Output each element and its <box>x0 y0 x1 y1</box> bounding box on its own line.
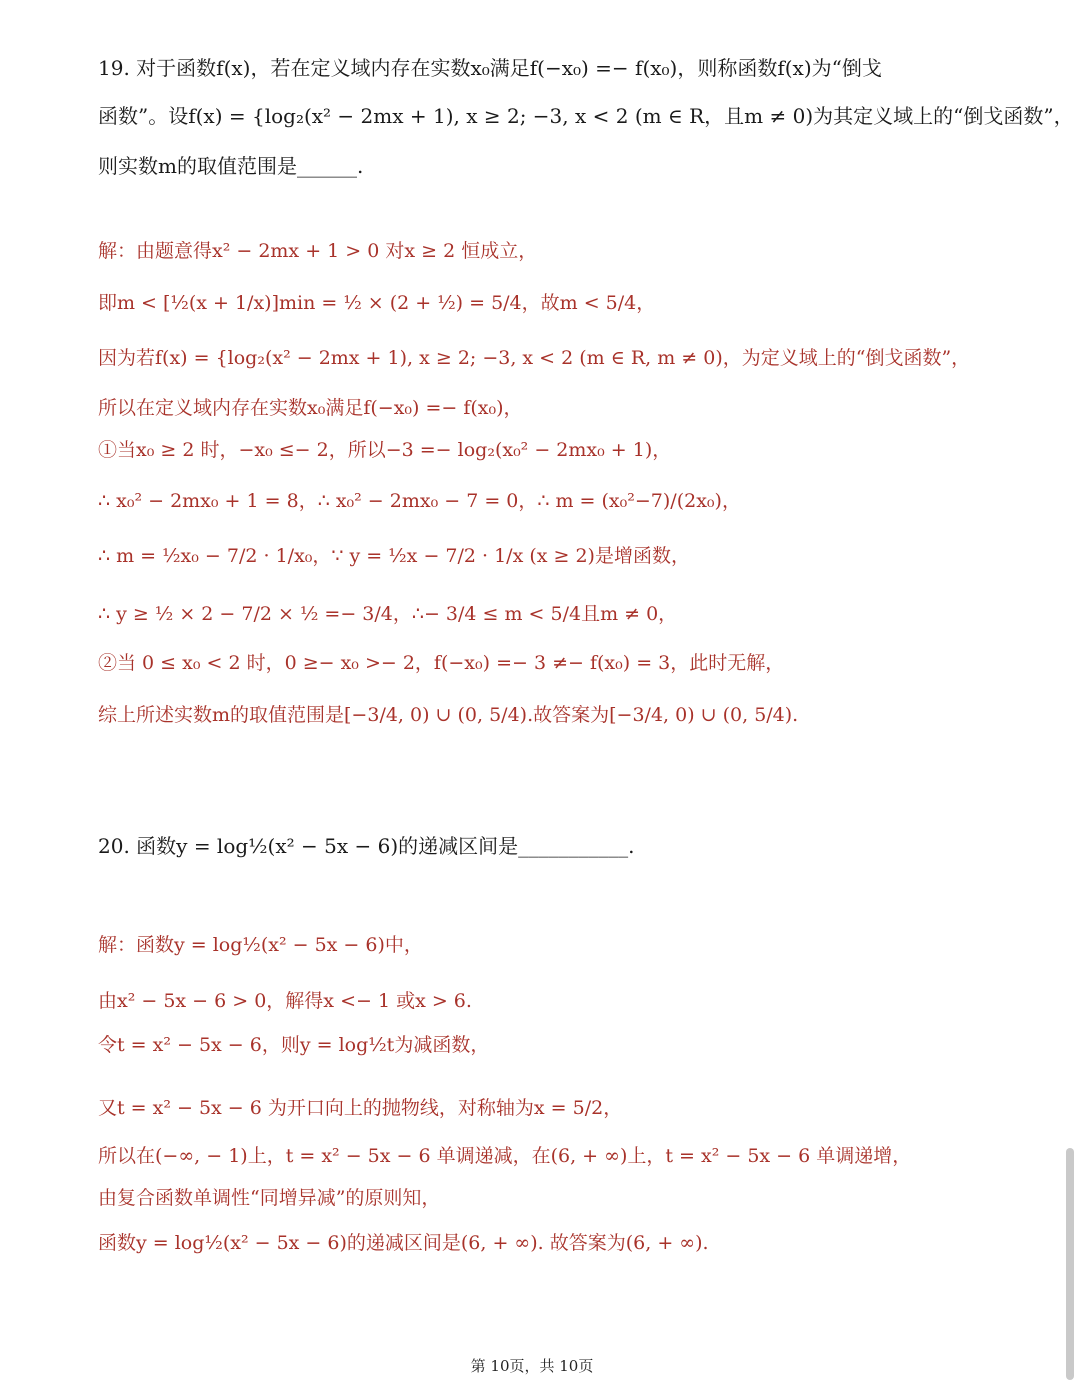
page-footer: 第 10页，共 10页 <box>470 1357 594 1375</box>
a20-line-4: 又t = x² − 5x − 6 为开口向上的抛物线，对称轴为x = 5/2， <box>98 1097 623 1119</box>
a19-line-3: 因为若f(x) = {log₂(x² − 2mx + 1), x ≥ 2; −3, x < 2 (m ∈ R, m ≠ 0)，为定义域上的“倒戈函数”， <box>98 347 971 369</box>
a20-line-1: 解：函数y = log½(x² − 5x − 6)中， <box>98 934 423 956</box>
a19-line-1: 解：由题意得x² − 2mx + 1 > 0 对x ≥ 2 恒成立， <box>98 240 538 262</box>
a19-line-9: ②当 0 ≤ x₀ < 2 时，0 ≥− x₀ >− 2，f(−x₀) =− 3 ≠− f(x₀) = 3，此时无解， <box>98 652 785 674</box>
a19-line-4: 所以在定义域内存在实数x₀满足f(−x₀) =− f(x₀)， <box>98 397 523 419</box>
q19-line-3: 则实数m的取值范围是______. <box>98 154 364 178</box>
a20-line-6: 由复合函数单调性“同增异减”的原则知， <box>98 1187 441 1209</box>
a19-line-2: 即m < [½(x + 1/x)]min = ½ × (2 + ½) = 5/4，故m < 5/4， <box>98 292 656 314</box>
q19-line-2: 函数”。设f(x) = {log₂(x² − 2mx + 1), x ≥ 2; −3, x < 2 (m ∈ R，且m ≠ 0)为其定义域上的“倒戈函数”， <box>98 104 1074 128</box>
a20-line-3: 令t = x² − 5x − 6，则y = log½t为减函数， <box>98 1034 490 1056</box>
a19-line-8: ∴ y ≥ ½ × 2 − 7/2 × ½ =− 3/4，∴− 3/4 ≤ m < 5/4且m ≠ 0， <box>98 603 678 625</box>
a20-line-7: 函数y = log½(x² − 5x − 6)的递减区间是(6, + ∞). 故答案为(6, + ∞). <box>98 1232 709 1254</box>
scrollbar-thumb[interactable] <box>1066 1148 1074 1380</box>
a20-line-2: 由x² − 5x − 6 > 0，解得x <− 1 或x > 6. <box>98 990 472 1012</box>
q19-line-1: 19. 对于函数f(x)，若在定义域内存在实数x₀满足f(−x₀) =− f(x₀)，则称函数f(x)为“倒戈 <box>98 56 882 80</box>
q20-line: 20. 函数y = log½(x² − 5x − 6)的递减区间是___________. <box>98 834 635 858</box>
a19-line-6: ∴ x₀² − 2mx₀ + 1 = 8，∴ x₀² − 2mx₀ − 7 = 0，∴ m = (x₀²−7)/(2x₀)， <box>98 490 741 512</box>
a20-line-5: 所以在(−∞, − 1)上，t = x² − 5x − 6 单调递减，在(6, + ∞)上，t = x² − 5x − 6 单调递增， <box>98 1145 912 1167</box>
a19-line-5: ①当x₀ ≥ 2 时，−x₀ ≤− 2，所以−3 =− log₂(x₀² − 2mx₀ + 1)， <box>98 439 672 461</box>
a19-line-7: ∴ m = ½x₀ − 7/2 · 1/x₀，∵ y = ½x − 7/2 · 1/x (x ≥ 2)是增函数， <box>98 545 690 567</box>
a19-line-10: 综上所述实数m的取值范围是[−3/4, 0) ∪ (0, 5/4).故答案为[−3/4, 0) ∪ (0, 5/4). <box>98 704 799 726</box>
